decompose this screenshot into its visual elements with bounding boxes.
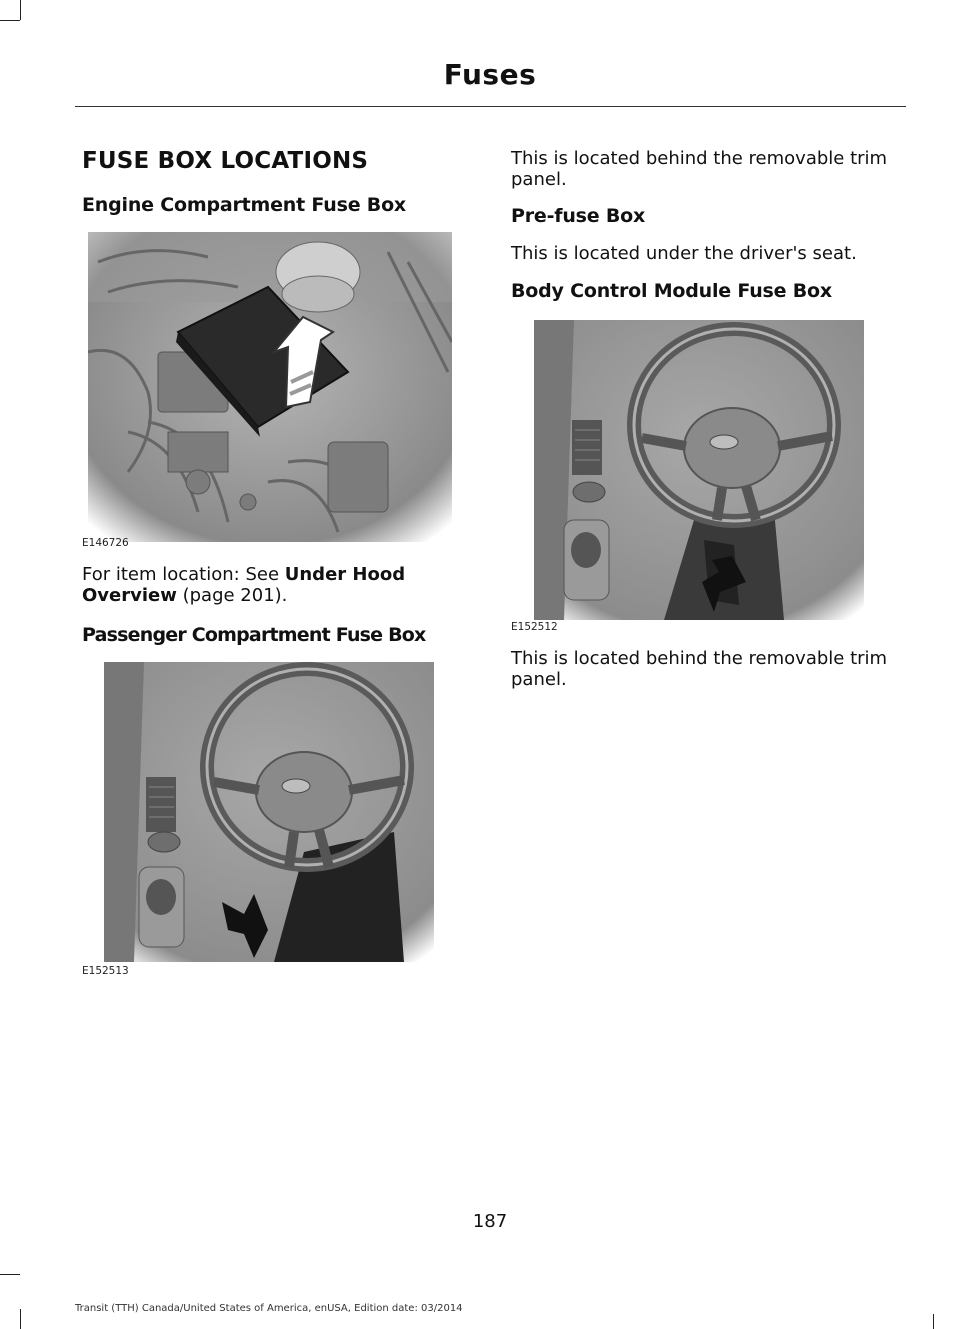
bcm-location-text: This is located behind the removable trim panel. (511, 648, 888, 690)
passenger-fuse-box-heading: Passenger Compartment Fuse Box (82, 624, 426, 646)
edition-footer: Transit (TTH) Canada/United States of America, enUSA, Edition date: 03/2014 (75, 1303, 463, 1314)
figure-id: E152512 (511, 621, 558, 633)
crop-mark (20, 0, 21, 20)
header-rule (75, 106, 906, 107)
crop-mark (0, 20, 20, 21)
engine-fuse-box-heading: Engine Compartment Fuse Box (82, 194, 406, 216)
figure-id: E152513 (82, 965, 129, 977)
bcm-figure (534, 320, 864, 620)
passenger-compartment-figure (104, 662, 434, 962)
crop-mark (0, 1274, 20, 1275)
passenger-location-text: This is located behind the removable trim panel. (511, 148, 888, 190)
figure-id: E146726 (82, 537, 129, 549)
crop-mark (20, 1309, 21, 1329)
item-location-prefix: For item location: See (82, 564, 285, 585)
item-location-suffix: (page 201). (176, 585, 288, 606)
page-number: 187 (472, 1211, 508, 1232)
page-title: Fuses (443, 58, 537, 91)
engine-compartment-figure (88, 232, 452, 542)
engine-compartment-illustration (88, 232, 452, 542)
section-heading: FUSE BOX LOCATIONS (82, 148, 369, 174)
pre-fuse-location-text: This is located under the driver's seat. (511, 243, 857, 264)
item-location-text (82, 564, 462, 606)
under-hood-overview-link[interactable]: Under Hood Overview (82, 564, 406, 606)
dashboard-illustration (104, 662, 434, 962)
dashboard-illustration (534, 320, 864, 620)
bcm-fuse-box-heading: Body Control Module Fuse Box (511, 280, 832, 302)
crop-mark (933, 1314, 934, 1329)
pre-fuse-box-heading: Pre-fuse Box (511, 205, 646, 227)
